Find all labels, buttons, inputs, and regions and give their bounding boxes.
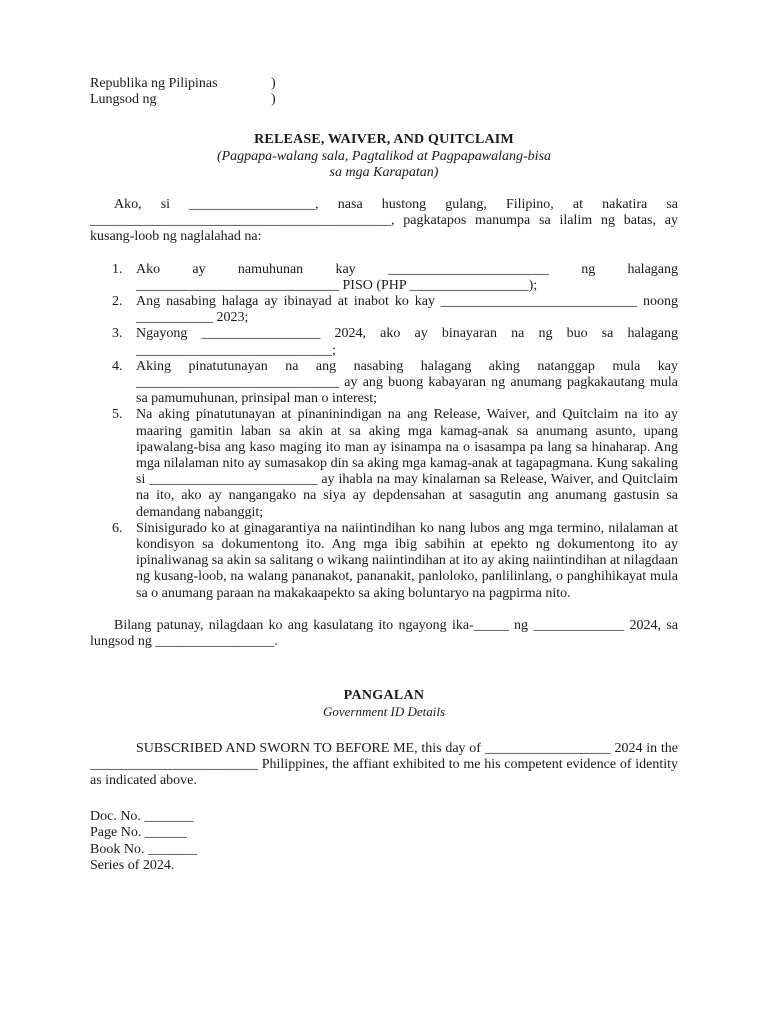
- header-paren: ): [271, 92, 276, 108]
- page-no: Page No. ______: [90, 825, 187, 841]
- item-text: Aking pinatutunayan na ang nasabing halagang aking natanggap mula kay _____________________________ ay ang buong kabayaran ng anumang pagkakautang mula sa pamumuhunan, prinsipal man o interest;: [136, 358, 678, 407]
- list-item: [90, 294, 678, 326]
- document-page: [90, 76, 678, 874]
- document-subtitle-line2: sa mga Karapatan): [329, 164, 439, 180]
- list-item: [90, 521, 678, 602]
- series-year: Series of 2024.: [90, 857, 175, 873]
- item-number: 1.: [112, 261, 123, 277]
- header-republika-text: Republika ng Pilipinas: [90, 76, 218, 91]
- item-number: 2.: [112, 294, 123, 309]
- item-text: Ang nasabing halaga ay ibinayad at inabot ko kay ____________________________ noong ___________ 2023;: [136, 294, 678, 326]
- notarial-footer: [90, 809, 678, 874]
- intro-paragraph: Ako, si __________________, nasa hustong gulang, Filipino, at nakatira sa ___________________________________________, pagkatapos manumpa sa ilalim ng batas, ay kusang-loob ng naglalahad na:: [90, 196, 678, 245]
- doc-no: Doc. No. _______: [90, 809, 194, 825]
- declaration-list: [90, 262, 678, 602]
- jurat-paragraph: SUBSCRIBED AND SWORN TO BEFORE ME, this day of __________________ 2024 in the ________________________ Philippines, the affiant exhibited to me his competent evidence of identity as indicated above.: [90, 740, 678, 789]
- item-number: 5.: [112, 407, 123, 423]
- list-item: [90, 326, 678, 358]
- book-no: Book No. _______: [90, 841, 197, 857]
- item-text: Ngayong _________________ 2024, ako ay binayaran na ng buo sa halagang ____________________________;: [136, 326, 678, 358]
- list-item: [90, 359, 678, 408]
- list-item: [90, 262, 678, 294]
- list-item: [90, 407, 678, 520]
- item-text: Na aking pinatutunayan at pinaninindigan na ang Release, Waiver, and Quitclaim na ito ay maaring gamitin laban sa akin at sa aking mga kamag-anak sa anumang asunto, upang ipawalang-bisa ang kaso maging ito man ay isinampa na o isasampa pa lang sa hinaharap. Ang mga nilalaman nito ay sumasakop din sa aking mga kamag-anak at tagapagmana. Kung sakaling si ________________________ ay ihabla na may kinalaman sa Release, Waiver, and Quitclaim na ito, ako ay nangangako na siya ay depdensahan at sasagutin ang anumang gastusin sa demandang nabanggit;: [136, 407, 678, 520]
- header-paren: ): [271, 76, 276, 91]
- document-subtitle-line1: (Pagpapa-walang sala, Pagtalikod at Pagpapawalang-bisa: [216, 148, 552, 164]
- item-text: Ako ay namuhunan kay _______________________ ng halagang _____________________________ PISO (PHP _________________);: [136, 261, 678, 293]
- item-number: 6.: [112, 520, 123, 536]
- signatory-name: PANGALAN: [343, 688, 425, 704]
- header-lungsod-text: Lungsod ng: [90, 92, 157, 108]
- header-line-republika: [90, 76, 678, 92]
- document-title: RELEASE, WAIVER, AND QUITCLAIM: [254, 132, 514, 148]
- header-line-lungsod: [90, 92, 678, 108]
- item-number: 4.: [112, 358, 123, 374]
- closing-paragraph: Bilang patunay, nilagdaan ko ang kasulatang ito ngayong ika-_____ ng _____________ 2024, sa lungsod ng _________________.: [90, 617, 678, 650]
- item-text: Sinisigurado ko at ginagarantiya na naiintindihan ko nang lubos ang mga termino, nilalaman at kondisyon sa dokumentong ito. Ang mga ibig sabihin at epekto ng dokumentong ito ay ipinaliwanag sa akin sa salitang o wikang naiintindihan at ito ay aking naiintindihan at nilagdaan ng kusang-loob, na walang pananakot, pananakit, panloloko, panlilinlang, o panghihikayat mula sa o anumang paraan na makakaapekto sa aking boluntaryo na pagpirma nito.: [136, 520, 678, 601]
- item-number: 3.: [112, 326, 123, 342]
- signatory-id-details: Government ID Details: [322, 704, 446, 720]
